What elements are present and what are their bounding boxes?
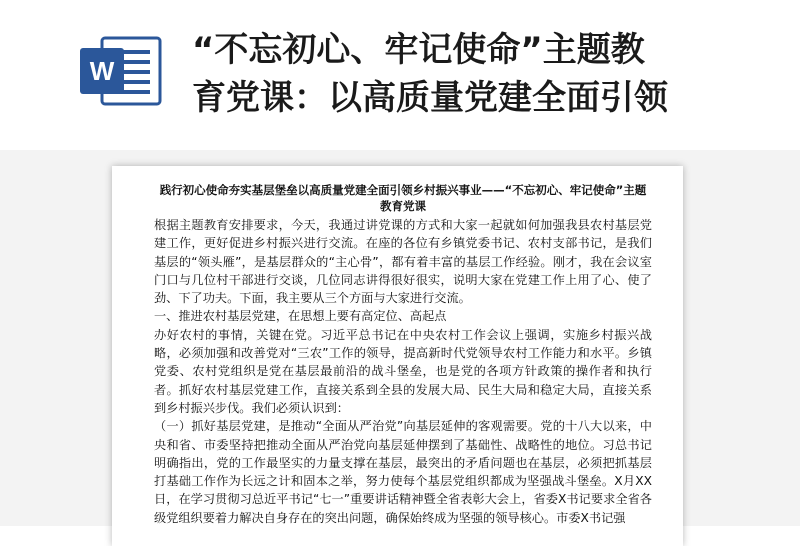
document-page [112,166,683,546]
header [0,0,800,150]
section-heading-1: 一、推进农村基层党建，在思想上要有高定位、高起点 [154,309,447,324]
word-document-icon [78,34,162,108]
page-title [192,26,752,122]
document-body [154,182,652,527]
paragraph-1: 办好农村的事情，关键在党。习近平总书记在中央农村工作会议上强调，实施乡村振兴战略，必须加强和改善党对“三农”工作的领导，提高新时代党领导农村工作能力和水平。乡镇党委、农村党组织是党在基层最前沿的战斗堡垒，也是党的各项方针政策的操作者和执行者。抓好农村基层党建工作，直接关系到全县的发展大局、民生大局和稳定大局，直接关系到乡村振兴步伐。我们必须认识到： [154,327,652,415]
svg-text:W: W [89,56,115,86]
paragraph-2: （一）抓好基层党建，是推动“全面从严治党”向基层延伸的客观需要。党的十八大以来，中央和省、市委坚持把推动全面从严治党向基层延伸摆到了基础性、战略性的地位。习总书记明确指出，党的工作最坚实的力量支撑在基层，最突出的矛盾问题也在基层，必须把抓基层打基础工作作为长远之计和固本之举，努力使每个基层党组织都成为坚强战斗堡垒。X月XX日，在学习贯彻习总近平书记“七一”重要讲话精神暨全省表彰大会上，省委X书记要求全省各级党组织要着力解决自身存在的突出问题，确保始终成为坚强的领导核心。市委X书记强 [154,419,652,525]
page-title-line-2: 育党课：以高质量党建全面引领 [192,78,668,118]
paragraph-intro: 根据主题教育安排要求，今天，我通过讲党课的方式和大家一起就如何加强我县农村基层党建工作，更好促进乡村振兴进行交流。在座的各位有乡镇党委书记、农村支部书记，是我们基层的“领头雁”，是基层群众的“主心骨”，都有着丰富的基层工作经验。刚才，我在会议室门口与几位村干部进行交谈，几位同志讲得很好很实，说明大家在党建工作上用了心、使了劲、下了功夫。下面，我主要从三个方面与大家进行交流。 [154,218,652,306]
page-title-line-1: “不忘初心、牢记使命”主题教 [192,30,645,70]
document-title: 践行初心使命夯实基层堡垒以高质量党建全面引领乡村振兴事业——“不忘初心、牢记使命”主题教育党课 [159,183,647,213]
